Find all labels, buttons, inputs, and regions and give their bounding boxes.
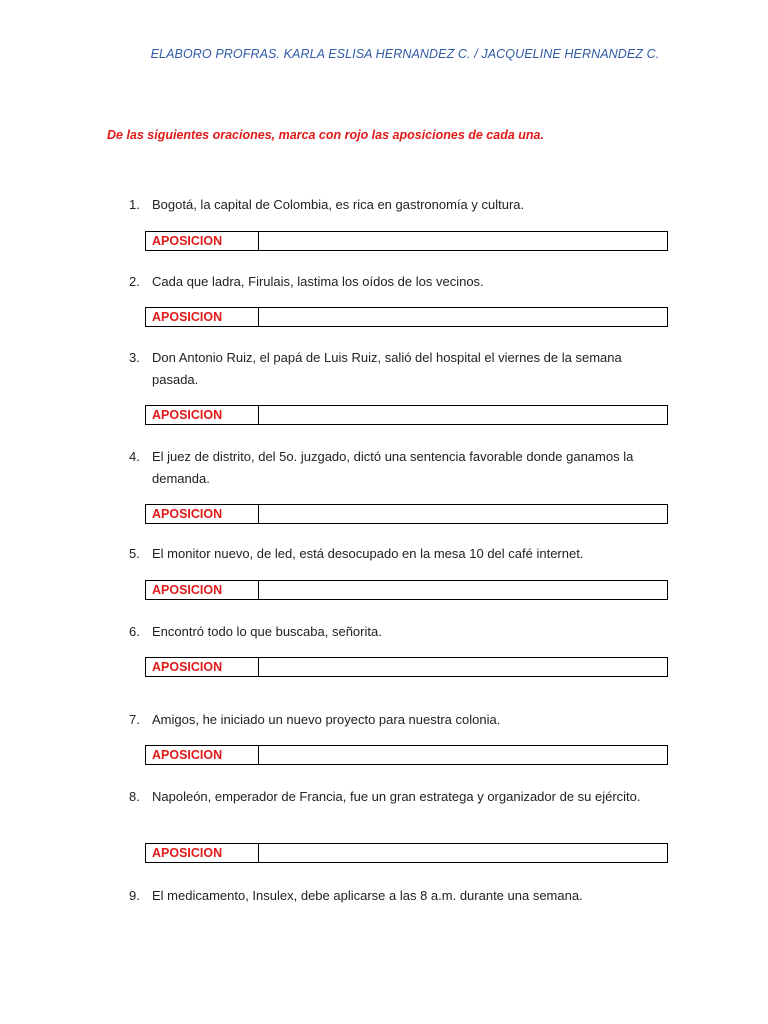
item-number: 1.: [129, 197, 140, 212]
answer-row-2: [145, 307, 668, 327]
sentence-text: Bogotá, la capital de Colombia, es rica en gastronomía y cultura.: [152, 197, 525, 212]
answer-row-8: [145, 843, 668, 863]
answer-label: APOSICION: [146, 308, 259, 326]
item-number: 5.: [129, 546, 140, 561]
sentence-item-7: [129, 709, 669, 731]
answer-label: APOSICION: [146, 581, 259, 599]
sentence-item-1: [129, 194, 669, 216]
answer-row-6: [145, 657, 668, 677]
sentence-item-3: [129, 347, 669, 391]
answer-row-5: [145, 580, 668, 600]
sentence-text: El juez de distrito, del 5o. juzgado, dictó una sentencia favorable donde ganamos la demanda.: [152, 449, 634, 486]
sentence-text: Amigos, he iniciado un nuevo proyecto para nuestra colonia.: [152, 712, 501, 727]
answer-label: APOSICION: [146, 406, 259, 424]
answer-field[interactable]: [259, 658, 667, 676]
answer-field[interactable]: [259, 406, 667, 424]
answer-label: APOSICION: [146, 232, 259, 250]
item-number: 6.: [129, 624, 140, 639]
item-number: 7.: [129, 712, 140, 727]
answer-label: APOSICION: [146, 746, 259, 764]
answer-row-4: [145, 504, 668, 524]
sentence-item-6: [129, 621, 669, 643]
sentence-text: El medicamento, Insulex, debe aplicarse a las 8 a.m. durante una semana.: [152, 888, 583, 903]
item-number: 9.: [129, 888, 140, 903]
answer-row-1: [145, 231, 668, 251]
item-number: 3.: [129, 350, 140, 365]
answer-field[interactable]: [259, 746, 667, 764]
item-number: 4.: [129, 449, 140, 464]
item-number: 2.: [129, 274, 140, 289]
answer-label: APOSICION: [146, 658, 259, 676]
sentence-item-8: [129, 786, 669, 808]
sentence-text: Don Antonio Ruiz, el papá de Luis Ruiz, salió del hospital el viernes de la semana pasada.: [152, 350, 622, 387]
sentence-item-5: [129, 543, 669, 565]
answer-field[interactable]: [259, 505, 667, 523]
sentence-text: El monitor nuevo, de led, está desocupado en la mesa 10 del café internet.: [152, 546, 584, 561]
answer-row-3: [145, 405, 668, 425]
answer-field[interactable]: [259, 232, 667, 250]
answer-field[interactable]: [259, 844, 667, 862]
sentence-text: Napoleón, emperador de Francia, fue un gran estratega y organizador de su ejército.: [152, 789, 641, 804]
author-header: ELABORO PROFRAS. KARLA ESLISA HERNANDEZ C. / JACQUELINE HERNANDEZ C.: [150, 47, 660, 61]
sentence-text: Encontró todo lo que buscaba, señorita.: [152, 624, 382, 639]
item-number: 8.: [129, 789, 140, 804]
answer-label: APOSICION: [146, 844, 259, 862]
sentence-text: Cada que ladra, Firulais, lastima los oídos de los vecinos.: [152, 274, 484, 289]
instruction-text: De las siguientes oraciones, marca con rojo las aposiciones de cada una.: [107, 128, 544, 142]
sentence-item-9: [129, 885, 669, 907]
sentence-item-4: [129, 446, 669, 490]
answer-row-7: [145, 745, 668, 765]
answer-field[interactable]: [259, 308, 667, 326]
sentence-item-2: [129, 271, 669, 293]
answer-field[interactable]: [259, 581, 667, 599]
answer-label: APOSICION: [146, 505, 259, 523]
